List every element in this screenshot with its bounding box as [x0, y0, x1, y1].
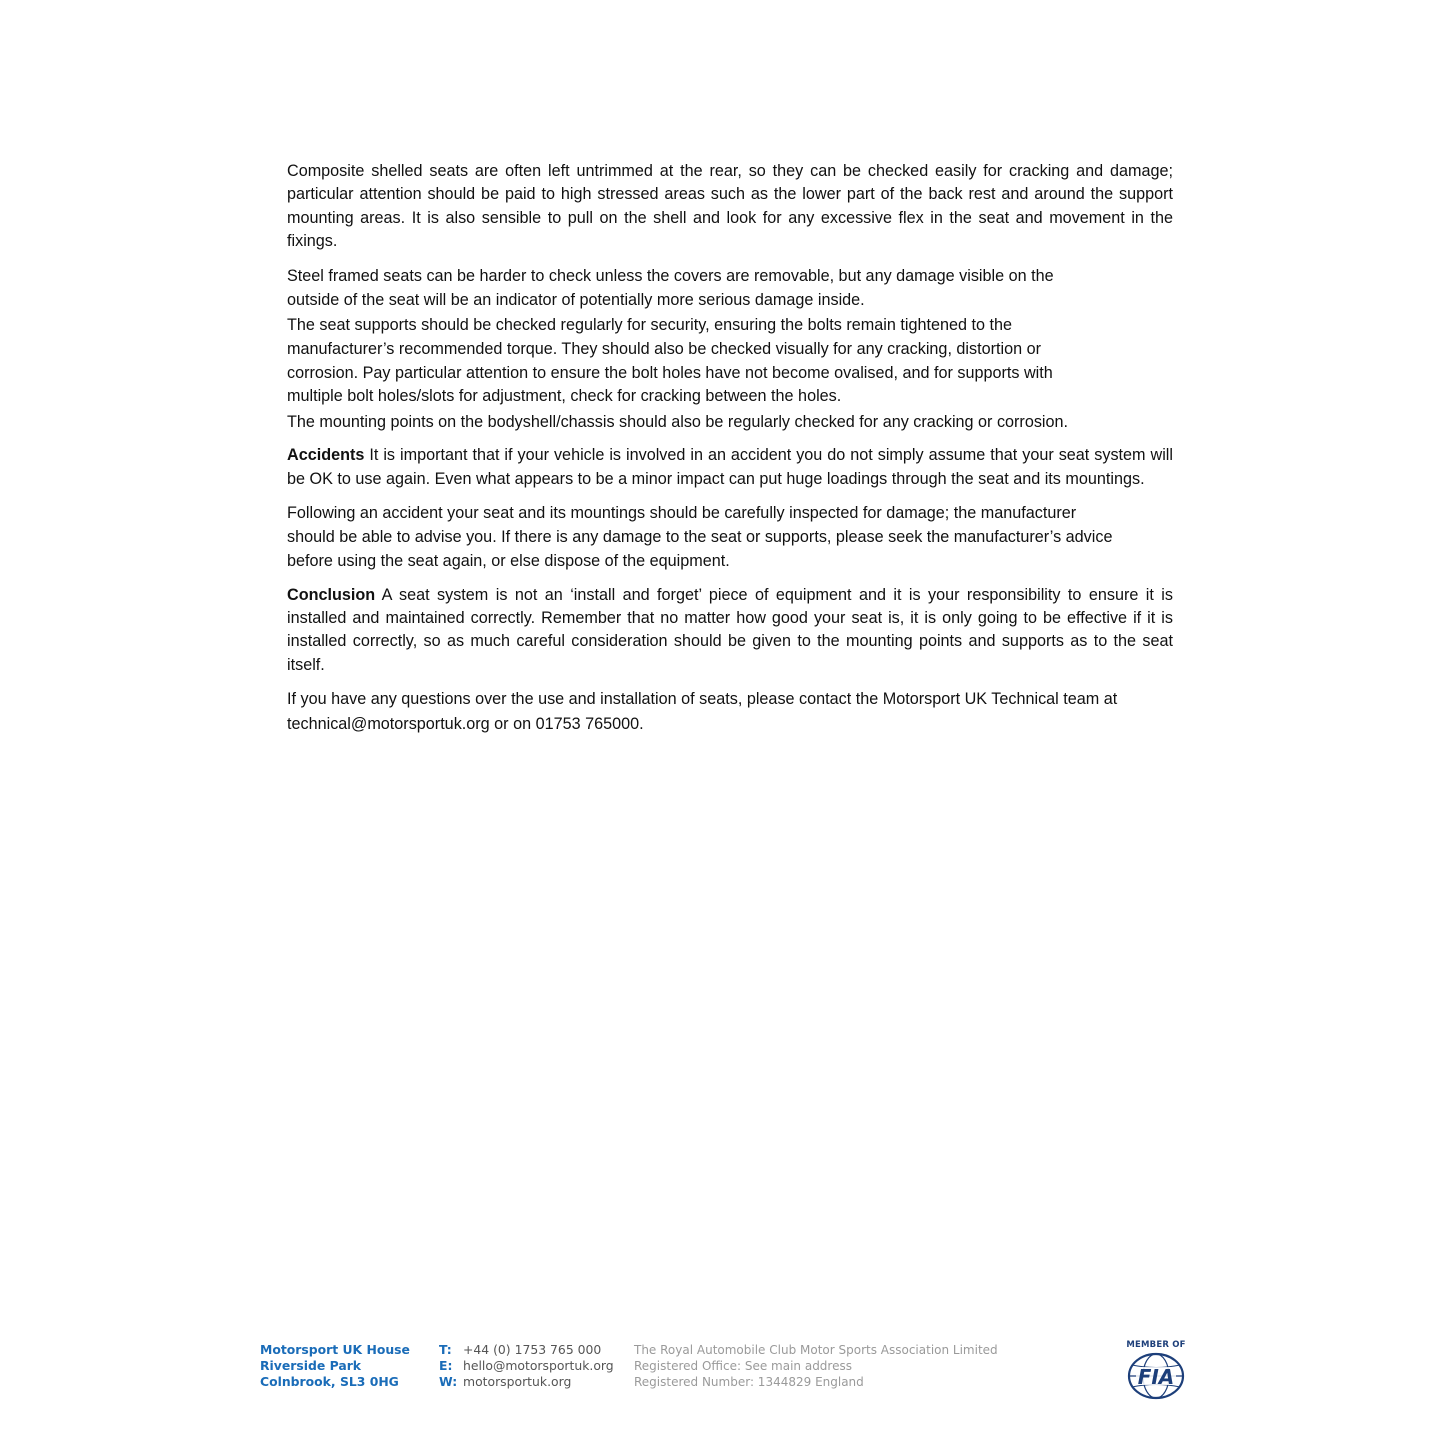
paragraph-conclusion [287, 584, 1173, 678]
address-line: Motorsport UK House [260, 1342, 410, 1357]
conclusion-text: A seat system is not an ‘install and forget’ piece of equipment and it is your responsibility to ensure it is installed and maintained correctly. Remember that no matter how good your seat is, it is only going to be effective if it is installed correctly, so as much careful consideration should be given to the mounting points and supports as to the seat itself. [287, 585, 1173, 674]
paragraph-contact: If you have any questions over the use and installation of seats, please contact the Motorsport UK Technical team at technical@motorsportuk.org or on 01753 765000. [287, 690, 1118, 733]
contact-email [439, 1358, 614, 1374]
accidents-text: It is important that if your vehicle is involved in an accident you do not simply assume that your seat system will be OK to use again. Even what appears to be a minor impact can put huge loadings through the seat and its mountings. [287, 446, 1173, 488]
page-footer [0, 1338, 1445, 1408]
paragraph-accidents [287, 444, 1173, 491]
fia-globe-icon [1127, 1352, 1185, 1400]
legal-line: The Royal Automobile Club Motor Sports Association Limited [634, 1343, 998, 1357]
paragraph-seat-supports: The seat supports should be checked regularly for security, ensuring the bolts remain tightened to the manufacturer’s recommended torque. They should also be checked visually for any cracking, distortion or corrosion. Pay particular attention to ensure the bolt holes have not become ovalised, and for supports with multiple bolt holes/slots for adjustment, check for cracking between the holes. [287, 316, 1053, 406]
footer-address [260, 1342, 410, 1390]
legal-line: Registered Number: 1344829 England [634, 1375, 864, 1389]
paragraph-composite-seats: Composite shelled seats are often left untrimmed at the rear, so they can be checked easily for cracking and damage; particular attention should be paid to high stressed areas such as the lower part of the back rest and around the support mounting areas. It is also sensible to pull on the shell and look for any excessive flex in the seat and movement in the fixings. [287, 162, 1173, 251]
paragraph-steel-seats: Steel framed seats can be harder to check unless the covers are removable, but any damage visible on the outside of the seat will be an indicator of potentially more serious damage inside. [287, 266, 1054, 310]
accidents-heading: Accidents [287, 446, 365, 465]
contact-value[interactable]: hello@motorsportuk.org [463, 1358, 614, 1373]
paragraph-mounting-points: The mounting points on the bodyshell/chassis should also be regularly checked for any cracking or corrosion. [287, 412, 1069, 431]
footer-contact [439, 1342, 614, 1390]
fia-caption: MEMBER OF [1126, 1340, 1186, 1350]
contact-value[interactable]: motorsportuk.org [463, 1374, 572, 1389]
footer-legal [634, 1342, 998, 1390]
address-line: Riverside Park [260, 1358, 362, 1373]
contact-label: W: [439, 1374, 458, 1389]
fia-member-logo [1124, 1340, 1188, 1402]
legal-line: Registered Office: See main address [634, 1359, 852, 1373]
body-text [287, 160, 1173, 746]
address-line: Colnbrook, SL3 0HG [260, 1374, 399, 1389]
contact-label: E: [439, 1358, 453, 1373]
fia-logo-text: FIA [1137, 1365, 1175, 1389]
conclusion-heading: Conclusion [287, 585, 376, 604]
contact-label: T: [439, 1342, 452, 1357]
contact-phone [439, 1342, 614, 1358]
contact-web [439, 1374, 614, 1390]
contact-value: +44 (0) 1753 765 000 [463, 1342, 602, 1357]
paragraph-following-accident: Following an accident your seat and its mountings should be carefully inspected for damage; the manufacturer should be able to advise you. If there is any damage to the seat or supports, please seek the manufacturer’s advice before using the seat again, or else dispose of the equipment. [287, 504, 1113, 571]
